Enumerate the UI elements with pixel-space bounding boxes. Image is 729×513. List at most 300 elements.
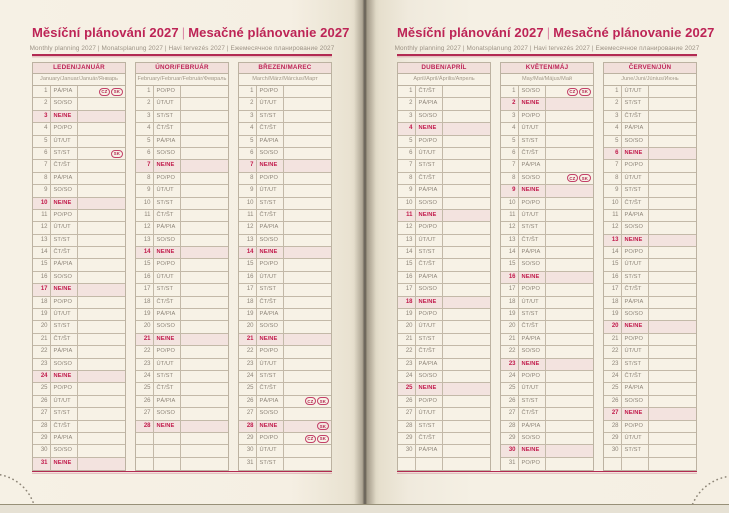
day-number-cell: 14 bbox=[136, 247, 154, 258]
day-number-cell: 15 bbox=[398, 259, 416, 270]
day-row bbox=[239, 259, 331, 271]
day-row bbox=[33, 346, 125, 358]
day-number-cell: 28 bbox=[239, 421, 257, 432]
day-number-cell: 13 bbox=[604, 235, 622, 246]
weekday-cell: PÁ/PIA bbox=[416, 185, 443, 196]
weekday-cell: NE/NE bbox=[622, 235, 649, 246]
day-number-cell: 21 bbox=[604, 334, 622, 345]
notes-cell bbox=[284, 445, 331, 456]
day-number-cell: 10 bbox=[33, 198, 51, 209]
notes-cell bbox=[443, 160, 490, 171]
day-row bbox=[501, 111, 593, 123]
day-number-cell: 13 bbox=[239, 235, 257, 246]
day-number-cell: 22 bbox=[136, 346, 154, 357]
notes-cell bbox=[284, 185, 331, 196]
weekday-cell: PO/PO bbox=[519, 284, 546, 295]
weekday-cell: NE/NE bbox=[51, 284, 78, 295]
day-row bbox=[398, 123, 490, 135]
notes-cell bbox=[649, 259, 696, 270]
holiday-badge-sk: SK bbox=[317, 397, 328, 405]
weekday-cell: NE/NE bbox=[519, 445, 546, 456]
day-number-cell: 28 bbox=[501, 421, 519, 432]
notes-cell bbox=[649, 136, 696, 147]
day-row bbox=[239, 458, 331, 470]
notes-cell bbox=[181, 86, 228, 97]
day-number-cell: 25 bbox=[604, 383, 622, 394]
notes-cell bbox=[649, 123, 696, 134]
weekday-cell: PO/PO bbox=[519, 371, 546, 382]
notes-cell bbox=[78, 210, 125, 221]
notes-cell bbox=[546, 346, 593, 357]
day-number-cell: 17 bbox=[33, 284, 51, 295]
day-row bbox=[33, 259, 125, 271]
day-row bbox=[501, 421, 593, 433]
day-row bbox=[33, 222, 125, 234]
month-name: KVĚTEN/MÁJ bbox=[501, 63, 593, 74]
day-row bbox=[239, 309, 331, 321]
month-name-translations: February/Februar/Február/Февраль bbox=[136, 74, 228, 87]
weekday-cell: NE/NE bbox=[416, 383, 443, 394]
notes-cell bbox=[649, 309, 696, 320]
month-table bbox=[603, 62, 697, 471]
weekday-cell: ÚT/UT bbox=[622, 346, 649, 357]
notes-cell bbox=[181, 235, 228, 246]
weekday-cell bbox=[416, 458, 443, 470]
day-row bbox=[604, 396, 696, 408]
day-row bbox=[398, 210, 490, 222]
weekday-cell: ST/ST bbox=[519, 136, 546, 147]
day-number-cell: 2 bbox=[33, 98, 51, 109]
weekday-cell: NE/NE bbox=[51, 111, 78, 122]
weekday-cell: PÁ/PIA bbox=[416, 445, 443, 456]
day-row bbox=[604, 222, 696, 234]
day-row bbox=[33, 433, 125, 445]
day-number-cell bbox=[136, 458, 154, 470]
day-row bbox=[501, 272, 593, 284]
notes-cell bbox=[443, 185, 490, 196]
day-number-cell: 25 bbox=[239, 383, 257, 394]
day-number-cell: 23 bbox=[136, 359, 154, 370]
day-row bbox=[33, 408, 125, 420]
notes-cell bbox=[78, 408, 125, 419]
notes-cell bbox=[78, 396, 125, 407]
day-number-cell: 14 bbox=[239, 247, 257, 258]
notes-cell bbox=[78, 235, 125, 246]
day-number-cell: 28 bbox=[136, 421, 154, 432]
day-number-cell: 21 bbox=[136, 334, 154, 345]
weekday-cell: NE/NE bbox=[622, 321, 649, 332]
weekday-cell: ČT/ŠT bbox=[257, 210, 284, 221]
weekday-cell: ČT/ŠT bbox=[519, 321, 546, 332]
day-row bbox=[604, 98, 696, 110]
weekday-cell: PO/PO bbox=[51, 210, 78, 221]
day-row bbox=[33, 148, 125, 160]
notes-cell bbox=[443, 259, 490, 270]
day-row bbox=[604, 445, 696, 457]
day-row bbox=[239, 136, 331, 148]
notes-cell bbox=[181, 433, 228, 444]
day-number-cell: 9 bbox=[33, 185, 51, 196]
day-row bbox=[33, 309, 125, 321]
notes-cell bbox=[443, 445, 490, 456]
day-number-cell: 23 bbox=[33, 359, 51, 370]
notes-cell bbox=[546, 272, 593, 283]
notes-cell bbox=[284, 297, 331, 308]
notes-cell bbox=[546, 396, 593, 407]
holiday-badge-cz: CZ bbox=[567, 174, 578, 182]
day-row bbox=[398, 421, 490, 433]
notes-cell bbox=[546, 334, 593, 345]
weekday-cell: ČT/ŠT bbox=[257, 383, 284, 394]
notes-cell bbox=[78, 111, 125, 122]
day-row bbox=[136, 247, 228, 259]
notes-cell bbox=[649, 222, 696, 233]
notes-cell bbox=[78, 321, 125, 332]
notes-cell bbox=[443, 136, 490, 147]
weekday-cell: SO/SO bbox=[154, 235, 181, 246]
notes-cell bbox=[284, 98, 331, 109]
day-number-cell: 22 bbox=[239, 346, 257, 357]
day-row bbox=[398, 111, 490, 123]
day-row bbox=[398, 86, 490, 98]
notes-cell bbox=[284, 408, 331, 419]
day-row bbox=[33, 185, 125, 197]
day-row bbox=[398, 383, 490, 395]
header-rule bbox=[397, 54, 697, 56]
weekday-cell: ST/ST bbox=[51, 235, 78, 246]
day-row bbox=[136, 222, 228, 234]
weekday-cell: PO/PO bbox=[416, 309, 443, 320]
day-number-cell: 26 bbox=[501, 396, 519, 407]
day-number-cell: 9 bbox=[239, 185, 257, 196]
day-row bbox=[239, 185, 331, 197]
notes-cell bbox=[649, 98, 696, 109]
day-row bbox=[604, 111, 696, 123]
day-number-cell: 7 bbox=[398, 160, 416, 171]
day-number-cell: 10 bbox=[398, 198, 416, 209]
weekday-cell: ČT/ŠT bbox=[51, 334, 78, 345]
weekday-cell: SO/SO bbox=[51, 98, 78, 109]
notes-cell bbox=[181, 259, 228, 270]
notes-cell bbox=[649, 346, 696, 357]
weekday-cell: ČT/ŠT bbox=[257, 123, 284, 134]
weekday-cell: PÁ/PIA bbox=[51, 433, 78, 444]
day-row bbox=[398, 359, 490, 371]
day-number-cell: 19 bbox=[239, 309, 257, 320]
weekday-cell: PÁ/PIA bbox=[416, 359, 443, 370]
notes-cell bbox=[546, 284, 593, 295]
notes-cell bbox=[649, 272, 696, 283]
day-number-cell: 12 bbox=[239, 222, 257, 233]
day-number-cell: 9 bbox=[136, 185, 154, 196]
weekday-cell: PO/PO bbox=[257, 433, 284, 444]
day-row bbox=[136, 309, 228, 321]
weekday-cell: PO/PO bbox=[257, 173, 284, 184]
weekday-cell: PO/PO bbox=[622, 421, 649, 432]
weekday-cell: PÁ/PIA bbox=[51, 259, 78, 270]
notes-cell bbox=[443, 334, 490, 345]
notes-cell bbox=[284, 148, 331, 159]
notes-cell bbox=[649, 235, 696, 246]
day-row bbox=[33, 445, 125, 457]
notes-cell bbox=[78, 309, 125, 320]
weekday-cell: ČT/ŠT bbox=[519, 235, 546, 246]
day-number-cell: 3 bbox=[33, 111, 51, 122]
weekday-cell: ST/ST bbox=[154, 198, 181, 209]
day-number-cell: 30 bbox=[604, 445, 622, 456]
notes-cell bbox=[546, 259, 593, 270]
day-row bbox=[33, 421, 125, 433]
notes-cell bbox=[649, 421, 696, 432]
weekday-cell: NE/NE bbox=[257, 247, 284, 258]
day-row bbox=[604, 309, 696, 321]
day-row bbox=[398, 148, 490, 160]
day-number-cell: 26 bbox=[136, 396, 154, 407]
weekday-cell: ST/ST bbox=[519, 396, 546, 407]
day-row bbox=[398, 445, 490, 457]
day-row bbox=[239, 247, 331, 259]
day-row bbox=[604, 334, 696, 346]
weekday-cell: SO/SO bbox=[257, 408, 284, 419]
day-row bbox=[239, 445, 331, 457]
holiday-badge-cz: CZ bbox=[567, 88, 578, 96]
weekday-cell: ST/ST bbox=[416, 334, 443, 345]
notes-cell bbox=[546, 421, 593, 432]
weekday-cell: ST/ST bbox=[519, 222, 546, 233]
day-row bbox=[398, 346, 490, 358]
day-row bbox=[604, 297, 696, 309]
day-row bbox=[501, 160, 593, 172]
day-row bbox=[398, 98, 490, 110]
day-number-cell: 27 bbox=[136, 408, 154, 419]
weekday-cell: ÚT/UT bbox=[416, 235, 443, 246]
day-row bbox=[501, 346, 593, 358]
day-number-cell: 3 bbox=[136, 111, 154, 122]
notes-cell bbox=[284, 396, 331, 407]
weekday-cell: ST/ST bbox=[416, 160, 443, 171]
day-row bbox=[239, 396, 331, 408]
notes-cell bbox=[546, 359, 593, 370]
day-number-cell: 8 bbox=[136, 173, 154, 184]
notes-cell bbox=[284, 136, 331, 147]
weekday-cell: PÁ/PIA bbox=[519, 247, 546, 258]
weekday-cell: SO/SO bbox=[257, 321, 284, 332]
day-number-cell: 18 bbox=[239, 297, 257, 308]
notes-cell bbox=[181, 297, 228, 308]
weekday-cell: SO/SO bbox=[416, 284, 443, 295]
weekday-cell: NE/NE bbox=[416, 210, 443, 221]
day-number-cell: 16 bbox=[604, 272, 622, 283]
weekday-cell: ÚT/UT bbox=[622, 259, 649, 270]
weekday-cell: ÚT/UT bbox=[257, 272, 284, 283]
weekday-cell: PO/PO bbox=[51, 383, 78, 394]
weekday-cell: ÚT/UT bbox=[257, 359, 284, 370]
day-number-cell: 24 bbox=[398, 371, 416, 382]
notes-cell bbox=[443, 458, 490, 470]
notes-cell bbox=[546, 136, 593, 147]
day-row bbox=[604, 86, 696, 98]
weekday-cell: ST/ST bbox=[51, 321, 78, 332]
day-number-cell: 29 bbox=[501, 433, 519, 444]
empty-row bbox=[136, 458, 228, 470]
weekday-cell: ÚT/UT bbox=[416, 321, 443, 332]
weekday-cell: ÚT/UT bbox=[51, 309, 78, 320]
day-row bbox=[501, 198, 593, 210]
day-number-cell: 24 bbox=[239, 371, 257, 382]
day-number-cell: 6 bbox=[136, 148, 154, 159]
page-title bbox=[32, 25, 350, 40]
notes-cell bbox=[443, 421, 490, 432]
notes-cell bbox=[649, 359, 696, 370]
day-number-cell bbox=[136, 433, 154, 444]
notes-cell bbox=[649, 321, 696, 332]
notes-cell bbox=[284, 433, 331, 444]
weekday-cell: SO/SO bbox=[622, 396, 649, 407]
notes-cell bbox=[284, 334, 331, 345]
day-number-cell: 27 bbox=[398, 408, 416, 419]
day-row bbox=[398, 247, 490, 259]
day-number-cell: 12 bbox=[398, 222, 416, 233]
notes-cell bbox=[546, 247, 593, 258]
title-separator: | bbox=[546, 25, 551, 40]
day-number-cell: 3 bbox=[604, 111, 622, 122]
day-row bbox=[136, 359, 228, 371]
day-row bbox=[604, 346, 696, 358]
day-row bbox=[604, 136, 696, 148]
day-number-cell: 13 bbox=[33, 235, 51, 246]
weekday-cell: ST/ST bbox=[622, 445, 649, 456]
holiday-badge-sk: SK bbox=[317, 435, 328, 443]
notes-cell bbox=[181, 359, 228, 370]
day-row bbox=[239, 123, 331, 135]
month-name-translations: May/Mai/Május/Май bbox=[501, 74, 593, 87]
notes-cell bbox=[443, 321, 490, 332]
day-number-cell: 30 bbox=[239, 445, 257, 456]
day-number-cell: 5 bbox=[398, 136, 416, 147]
notes-cell bbox=[181, 284, 228, 295]
months-container-right bbox=[397, 62, 697, 471]
day-number-cell: 22 bbox=[33, 346, 51, 357]
notes-cell bbox=[284, 210, 331, 221]
notes-cell bbox=[546, 371, 593, 382]
notes-cell bbox=[649, 297, 696, 308]
day-number-cell: 24 bbox=[33, 371, 51, 382]
day-number-cell: 1 bbox=[398, 86, 416, 97]
day-row bbox=[604, 371, 696, 383]
notes-cell bbox=[181, 210, 228, 221]
day-number-cell: 10 bbox=[604, 198, 622, 209]
day-number-cell bbox=[398, 458, 416, 470]
weekday-cell: PO/PO bbox=[154, 86, 181, 97]
day-row bbox=[604, 210, 696, 222]
day-row bbox=[136, 173, 228, 185]
day-row bbox=[136, 123, 228, 135]
notes-cell bbox=[546, 445, 593, 456]
weekday-cell: ÚT/UT bbox=[154, 98, 181, 109]
notes-cell bbox=[78, 433, 125, 444]
day-number-cell: 12 bbox=[604, 222, 622, 233]
weekday-cell: NE/NE bbox=[519, 272, 546, 283]
day-row bbox=[239, 383, 331, 395]
weekday-cell: PO/PO bbox=[154, 173, 181, 184]
weekday-cell: ÚT/UT bbox=[154, 272, 181, 283]
notes-cell bbox=[78, 160, 125, 171]
holiday-badge-sk: SK bbox=[111, 150, 122, 158]
notes-cell bbox=[181, 408, 228, 419]
notes-cell bbox=[443, 396, 490, 407]
notes-cell bbox=[181, 222, 228, 233]
day-number-cell: 31 bbox=[501, 458, 519, 470]
day-row bbox=[239, 321, 331, 333]
weekday-cell: ČT/ŠT bbox=[519, 148, 546, 159]
notes-cell bbox=[78, 185, 125, 196]
notes-cell bbox=[78, 98, 125, 109]
day-number-cell: 29 bbox=[239, 433, 257, 444]
weekday-cell: PÁ/PIA bbox=[257, 309, 284, 320]
day-number-cell: 16 bbox=[239, 272, 257, 283]
day-row bbox=[604, 284, 696, 296]
day-number-cell: 5 bbox=[239, 136, 257, 147]
month-name: ÚNOR/FEBRUÁR bbox=[136, 63, 228, 74]
day-row bbox=[239, 86, 331, 98]
notes-cell bbox=[284, 198, 331, 209]
notes-cell bbox=[181, 198, 228, 209]
notes-cell bbox=[78, 359, 125, 370]
day-number-cell: 12 bbox=[33, 222, 51, 233]
day-number-cell: 6 bbox=[239, 148, 257, 159]
day-row bbox=[501, 396, 593, 408]
day-number-cell: 8 bbox=[33, 173, 51, 184]
day-number-cell: 27 bbox=[33, 408, 51, 419]
day-number-cell: 13 bbox=[398, 235, 416, 246]
notes-cell bbox=[181, 321, 228, 332]
day-number-cell: 2 bbox=[604, 98, 622, 109]
day-number-cell: 1 bbox=[239, 86, 257, 97]
notes-cell bbox=[284, 359, 331, 370]
notes-cell bbox=[546, 210, 593, 221]
day-row bbox=[239, 235, 331, 247]
day-number-cell: 9 bbox=[501, 185, 519, 196]
day-row bbox=[136, 98, 228, 110]
weekday-cell: ČT/ŠT bbox=[416, 346, 443, 357]
notes-cell bbox=[181, 160, 228, 171]
month-name-translations: April/April/Április/Апрель bbox=[398, 74, 490, 87]
weekday-cell bbox=[154, 458, 181, 470]
day-number-cell: 7 bbox=[136, 160, 154, 171]
weekday-cell: ÚT/UT bbox=[154, 359, 181, 370]
notes-cell bbox=[284, 259, 331, 270]
weekday-cell: ČT/ŠT bbox=[622, 371, 649, 382]
day-number-cell: 18 bbox=[136, 297, 154, 308]
day-number-cell: 16 bbox=[136, 272, 154, 283]
day-row bbox=[398, 136, 490, 148]
notes-cell bbox=[649, 458, 696, 470]
notes-cell bbox=[649, 433, 696, 444]
notes-cell bbox=[443, 309, 490, 320]
notes-cell bbox=[649, 185, 696, 196]
day-row bbox=[501, 123, 593, 135]
day-row bbox=[398, 433, 490, 445]
notes-cell bbox=[546, 321, 593, 332]
notes-cell bbox=[443, 210, 490, 221]
day-number-cell: 27 bbox=[239, 408, 257, 419]
day-number-cell: 23 bbox=[501, 359, 519, 370]
notes-cell bbox=[284, 160, 331, 171]
weekday-cell: ST/ST bbox=[257, 371, 284, 382]
day-row bbox=[136, 421, 228, 433]
weekday-cell: PO/PO bbox=[622, 247, 649, 258]
notes-cell bbox=[546, 383, 593, 394]
